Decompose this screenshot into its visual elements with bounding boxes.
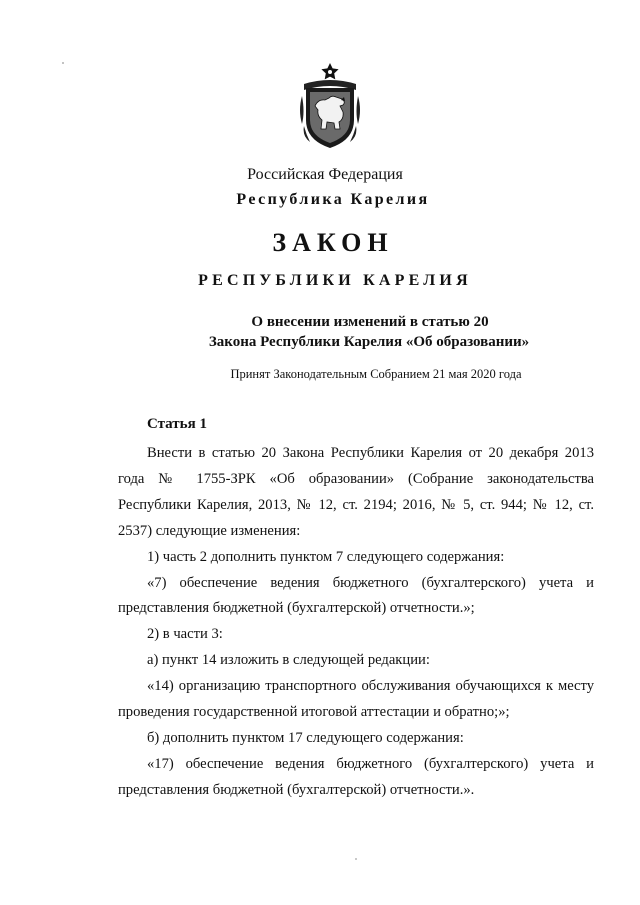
law-title-line-2: Закона Республики Карелия «Об образовании»: [208, 334, 530, 350]
document-type: ЗАКОН: [272, 228, 394, 257]
law-title-line-1: О внесении изменений в статью 20: [251, 314, 489, 330]
article-paragraph: 1) часть 2 дополнить пунктом 7 следующего содержания:: [147, 548, 505, 565]
article-paragraph: «14) организацию транспортного обслуживания обучающихся к месту проведения государственной итоговой аттестации и обратно;»;: [118, 678, 594, 721]
scan-speck: [355, 858, 357, 860]
article-heading: Статья 1: [147, 416, 207, 432]
adoption-note: Принят Законодательным Собранием 21 мая 2020 года: [230, 367, 522, 381]
article-paragraph: Внести в статью 20 Закона Республики Карелия от 20 декабря 2013 года № 1755-ЗРК «Об образовании» (Собрание законодательства Республики Карелия, 2013, № 12, ст. 2194; 2016, № 5, ст. 944; № 12, ст. 2537) следующие изменения:: [118, 445, 594, 539]
article-paragraph: 2) в части 3:: [147, 626, 223, 643]
scan-speck: [62, 62, 64, 64]
karelia-coat-of-arms-icon: [296, 62, 364, 150]
article-paragraph: а) пункт 14 изложить в следующей редакции:: [147, 652, 430, 669]
article-paragraph: «17) обеспечение ведения бюджетного (бухгалтерского) учета и представления бюджетной (бухгалтерской) отчетности.».: [118, 755, 594, 798]
header-country: Российская Федерация: [247, 166, 403, 183]
article-paragraph: «7) обеспечение ведения бюджетного (бухгалтерского) учета и представления бюджетной (бухгалтерской) отчетности.»;: [118, 574, 594, 617]
article-paragraph: б) дополнить пунктом 17 следующего содержания:: [147, 729, 464, 746]
document-type-subtitle: РЕСПУБЛИКИ КАРЕЛИЯ: [198, 272, 472, 289]
article-body: [118, 441, 594, 804]
header-republic: Республика Карелия: [236, 191, 430, 208]
